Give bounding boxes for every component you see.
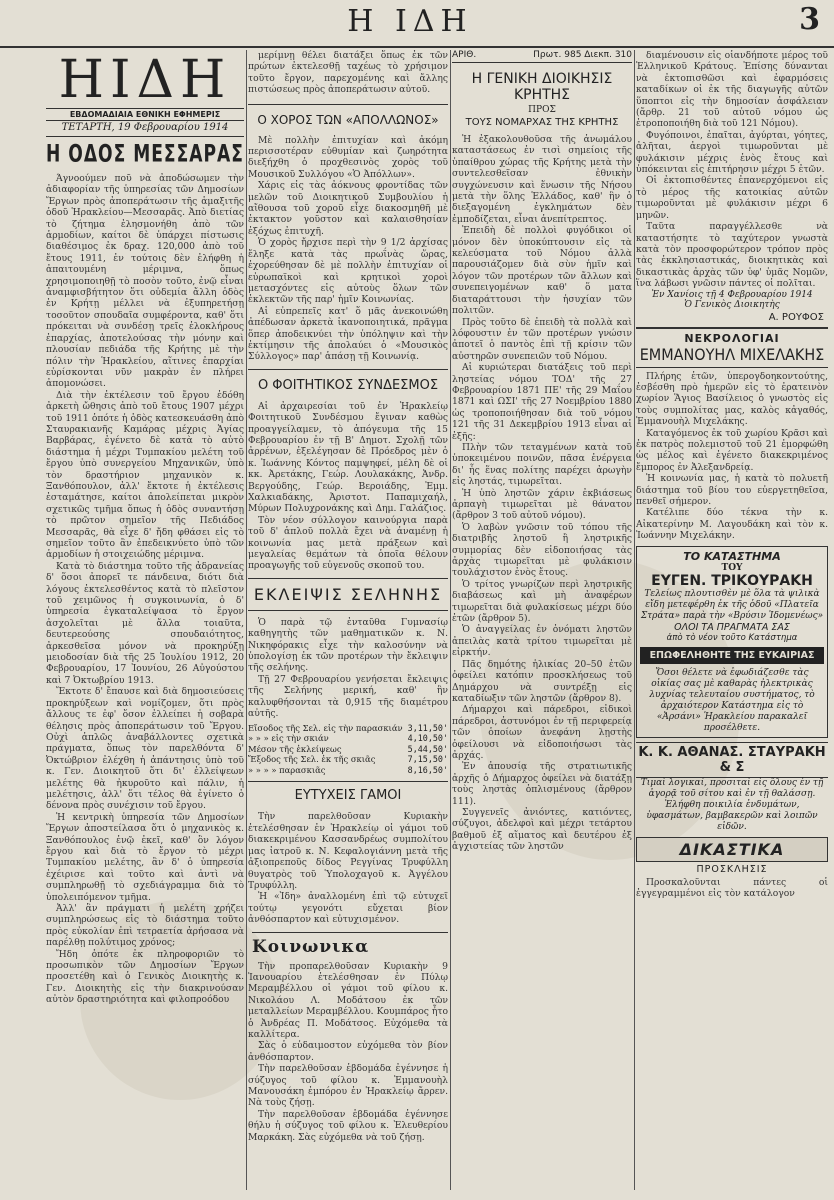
masthead-date: ΤΕΤΑΡΤΗ, 19 Φεβρουαρίου 1914 xyxy=(61,122,229,133)
article-headline: Η ΟΔΟΣ ΜΕΣΣΑΡΑΣ xyxy=(46,140,244,168)
table-row: Εἴσοδος τῆς Σελ. εἰς τὴν παρασκιάν 3,11,50' xyxy=(248,722,448,733)
chorus-body xyxy=(248,135,448,363)
paragraph: Ὁ λαβὼν γνῶσιν τοῦ τόπου τῆς διατριβῆς ληστοῦ ἢ ληστρικῆς συμμορίας δὲν εἰδοποιήσας τὰς ἀρχὰς τιμωρεῖται μὲ φυλάκισιν τουλάχιστον ἑνὸς ἔτους. xyxy=(452,521,632,579)
paragraph: Πᾶς δημότης ἡλικίας 20–50 ἐτῶν ὀφείλει κατόπιν προσκλήσεως τοῦ Δημάρχου νὰ συντρέξῃ εἰς καταδίωξιν τῶν ληστῶν (ἄρθρον 8). xyxy=(452,658,632,704)
table-row: » » » εἰς τὴν σκιάν 4,10,50' xyxy=(248,733,448,744)
eclipse-body xyxy=(248,617,448,720)
paragraph: Σὰς ὁ εὐδαιμοστον εὐχόμεθα τὸν βίον ἀνθόσπαρτον. xyxy=(248,1040,448,1063)
paragraph: Προσκαλοῦνται πάντες οἱ ἐγγεγραμμένοι εἰς τὸν κατάλογον xyxy=(636,876,828,900)
paragraph: Ὁ ἀναγγείλας ἐν ὀνόματι ληστῶν ἀπειλὰς κατὰ τρίτου τιμωρεῖται μὲ εἰρκτήν. xyxy=(452,624,632,659)
table-row: Ἔξοδος τῆς Σελ. ἐκ τῆς σκιᾶς 7,15,50' xyxy=(248,754,448,765)
column-2 xyxy=(248,50,448,1190)
ad-name: ΕΥΓΕΝ. ΤΡΙΚΟΥΡΑΚΗ xyxy=(651,572,813,589)
eclipse-headline: ΕΚΛΕΙΨΙΣ ΣΕΛΗΝΗΣ xyxy=(248,578,448,611)
ad-text: Τελείως πλουτισθὲν μὲ ὅλα τὰ ψιλικὰ εἴδη μετεφέρθη ἐκ τῆς ὁδοῦ «Πλατεῖα Στράτα» παρὰ τὴν «Βρύσιν Ἰδομενέως» xyxy=(640,588,824,621)
paragraph: Χάρις εἰς τὰς ἀόκνους φροντίδας τῶν μελῶν τοῦ Διοικητικοῦ Συμβουλίου ἡ αἴθουσα τοῦ χοροῦ εἶχε διακοσμηθῆ μὲ ἐκτακτον γοῦστον καὶ καλαισθησίαν ἐξόχως ἐπιτυχῆ. xyxy=(248,180,448,237)
paragraph: Ἐν ἀπουσίᾳ τῆς στρατιωτικῆς ἀρχῆς ὁ Δήμαρχος ὀφείλει νὰ διατάξῃ τοὺς ληστὰς ὁπλισμένους (ἄρθρον 111). xyxy=(452,761,632,807)
signoff-name: Α. ΡΟΥΦΟΣ xyxy=(768,311,824,323)
social-headline: Κοινωνικα xyxy=(252,932,448,957)
article-continuation xyxy=(248,50,448,96)
ad-tou: ΤΟΥ xyxy=(721,562,743,573)
paragraph: Κατὰ τὸ διάστημα τοῦτο τῆς ἀδρανείας δ' ὅσοι ἀπορεῖ τε πάνδεινα, διότι διὰ λόγους ἐκτελεσθέντος κατὰ τὸ πλεῖστον τοῦ χειμῶνος ἡ συγκοινωνία, ὁ δ' ὑπηρεσία ἐγκαταλείψασα τὸ ἔργον ἀσχολεῖται μὲ ἄλλα τοιαῦτα, δευτερεούσης σπουδαιότητος, ἀρκεσθεῖσα μόνον νὰ προκηρύξῃ μειοδοσίαν διὰ τῆς 25 Ἰουλίου 1912, 20 Φεβρουαρίου, 17 Ἰουνίου, 26 Αὐγούστου καὶ 7 Ὀκτωβρίου 1913. xyxy=(46,560,244,686)
paragraph: Ὁ χορὸς ἤρχισε περὶ τὴν 9 1/2 ἀρχίσας ἔληξε κατὰ τὰς πρωΐνὰς ὥρας, ἐχορεύθησαν δὲ μὲ πολλὴν ἐπιτυχίαν οἱ εὐρωπαϊκοὶ καὶ κρητικοὶ χοροὶ μετασχόντες εἰς αὐτοὺς ὅλων τῶν ἐκλεκτῶν τῆς παρ' ἡμῖν Κοινωνίας. xyxy=(248,237,448,306)
paragraph: Οἱ ἐκτοπισθέντες ἐπανερχόμενοι εἰς τὸ μέρος τῆς κατοικίας αὐτῶν τιμωροῦνται μὲ φυλάκισιν μέχρι 6 μηνῶν. xyxy=(636,175,828,221)
column-3 xyxy=(452,50,632,1190)
paragraph: Τὴν προπαρελθοῦσαν Κυριακὴν 9 Ἰανουαρίου ἐτελέσθησαν ἐν Πύλῳ Μεραμβέλλου οἱ γάμοι τοῦ φίλου κ. Νικολάου Λ. Μοδάτσου ἐκ τῶν μεταλλείων Μεραμβέλλου. Κουμπάρος ἦτο ὁ Ἀνδρέας Π. Μοδάτσος. Εὐχόμεθα τὰ καλλίτερα. xyxy=(248,960,448,1040)
paragraph: Πρὸς τοῦτο δὲ ἐπειδὴ τὰ πολλὰ καὶ λόφουστιν ἐν τῶν προτέρων γνώσιν ἀποτεῖ ὁ παντὸς ἐπὶ τῇ κρίσιν τῶν αὐστηρῶν συνεπειῶν τοῦ Νόμου. xyxy=(452,316,632,362)
ad-label: ΤΟ ΚΑΤΑΣΤΗΜΑ xyxy=(683,549,781,563)
paragraph: Κατέλιπε δύο τέκνα τὴν κ. Αἰκατερίνην Μ. Λαγουδάκη καὶ τὸν κ. Ἰωάννην Μιχελάκην. xyxy=(636,507,828,542)
paragraph: Αἱ κυριώτεραι διατάξεις τοῦ περὶ ληστείας νόμου ΤΟΔ' τῆς 27 Φεβρουαρίου 1871 ΠΕ' τῆς 29 Μαΐου 1871 καὶ ΩΣΙ' τῆς 27 Νοεμβρίου 1880 ὡς τροποποιήθησαν διὰ τοῦ νόμου 121 τῆς 31 Δεκεμβρίου 1913 εἶναι αἱ ἑξῆς: xyxy=(452,362,632,442)
masthead xyxy=(46,52,244,137)
decree-recipient: ΤΟΥΣ ΝΟΜΑΡΧΑΣ ΤΗΣ ΚΡΗΤΗΣ xyxy=(465,117,619,128)
arith-label: ΑΡΙΘ. xyxy=(452,50,477,60)
column-rule xyxy=(634,50,635,1190)
paragraph: Άγνοούμεν ποῦ νὰ ἀποδώσωμεν τὴν ἀδιαφορίαν τῆς ὑπηρεσίας τῶν Δημοσίων Ἔργων πρὸς ἀποπεράτωσιν τῆς ἁμαξιτῆς ὁδοῦ Ἡρακλείου—Μεσσαρᾶς. Ἀπὸ διετίας τὸ ζήτημα ἐλησμονήθη ἀπὸ τῶν ἁρμοδίων, καίτοι δὲ ὑπάρχει πίστωσις διαθέσιμος ἐκ δραχ. 120,000 ἀπὸ τοῦ ἔτους 1911, ἐν τούτοις δὲν ἐλήφθη ἡ ἀπαιτουμένη μέριμνα, ὅπως χρησιμοποιηθῇ τὸ ποσὸν τοῦτο, ἐνῷ εἶναι ἀναμφισβήτητον ὅτι οὐδεμία ἄλλη ὁδὸς ἐν Κρήτῃ μέλλει νὰ ἐξυπηρετήσῃ τοσοῦτον σπουδαῖα συμφέροντα, καθ' ὅτι πρόκειται νὰ συνδέσῃ τρεῖς ἐλοκλήρους ἐπαρχίας, ἀποτελούσας τὴν μόνην καὶ πλουσίαν πεδιάδα τῆς Κρήτης μὲ τὴν πόλιν τὴν Ἡρακλείου, αἵτινες ἐπαρχίαι εὑρίσκονται νῦν μακρὰν ἐν πλήρει ἀπομονώσει. xyxy=(46,173,244,390)
chorus-headline: Ο ΧΟΡΟΣ ΤΩΝ «ΑΠΟΛΛΩΝΟΣ» xyxy=(248,104,448,127)
article-body xyxy=(46,173,244,1006)
signoff-role: Ὁ Γενικὸς Διοικητὴς xyxy=(684,299,780,310)
paragraph: διαμένουσιν εἰς οἱανδήποτε μέρος τοῦ Ἑλληνικοῦ Κράτους. Ἐπίσης δύνανται νὰ ἐκτοπισθῶσι καὶ ἐφαρμόσεις καταδίκων οἱ ἐκ τῆς διαγωγῆς αὐτῶν ὕποπτοι εἰς τὴν δημοσίαν ἀσφάλειαν (ἄρθρ. 21 τοῦ αὐτοῦ νόμου ὡς ἐτροποποιήθη διὰ τοῦ 121 Νόμου). xyxy=(636,50,828,130)
paragraph: Ἔκτοτε δ' ἔπαυσε καὶ διὰ δημοσιεύσεις προκηρύξεων καὶ νομίζομεν, ὅτι πρὸς ἄλλους τε ἐφ' ὅσον ἐλλείπει ἡ σοβαρὰ θέλησις πρὸς ἀποπεράτωσιν τοῦ Ἔργου. Οὐχὶ ἀπλῶς ἀναβάλλοντες σχετικὰ πράγματα, ὅπως τὸν παρελθόντα δ' Ὀκτώβριον ἐλέχθη ἡ ἀπάντησις ὑπὸ τοῦ κ. Γεν. Διοικητοῦ ὅτι δι' ἐλλείψεων μελέτης θὰ ἠκυροῦτο καὶ πάλιν, ἡ μελέτησις, ἀλλ' ὅτι τέλος θὰ ἐγίνετο ὁ δένονα πρὸς συνέχισιν τοῦ ἔργου. xyxy=(46,686,244,812)
advertisement-trikouraki xyxy=(636,546,828,738)
paragraph: Ἡ ἐξακολουθοῦσα τῆς ἀνωμάλου καταστάσεως ἐν τισὶ σημείοις τῆς ὑπαίθρου χώρας τῆς Κρήτης μετὰ τὴν συντελεσθεῖσαν ἐθνικὴν συγχώνευσιν καὶ ἕνωσιν τῆς Νήσου μετὰ τὴν ὅλης Ἑλλάδος, καθ' ἣν ὁ διεξαγομένη ἐγκλημάτων δὲν ἐμποδίζεται, εἶναι ἀνεπίτρεπτος. xyxy=(452,134,632,225)
arith-values: Πρωτ. 985 Διεκπ. 310 xyxy=(533,50,632,60)
eclipse-table xyxy=(248,723,448,776)
ad-subtitle: ΟΛΟΙ ΤΑ ΠΡΑΓΜΑΤΑ ΣΑΣ xyxy=(674,621,790,633)
paragraph: Ἡ ὑπὸ ληστῶν χάριν ἐκβιάσεως ἀρπαγὴ τιμωρεῖται μὲ θάνατον (ἄρθρον 3 τοῦ αὐτοῦ νόμου). xyxy=(452,487,632,522)
paragraph: Τὸν νέον σύλλογον καινούργια παρὰ τοῦ δ' ἁπλοῦ πολλὰ ἔχει νὰ ἀναμένῃ ἡ κοινωνία μας μετὰ πράξεων καὶ μεγαλείας θεμάτων τὰ ὁποῖα θέλουν προαγωγῆς τοῦ εὐγενοῦς σκοποῦ του. xyxy=(248,514,448,572)
paragraph: Ἡ κοινωνία μας, ἡ κατὰ τὸ πολυετῆ διάστημα τοῦ βίου του εὐεργετηθεῖσα, πενθεῖ σήμερον. xyxy=(636,473,828,507)
summons-body xyxy=(636,877,828,900)
ad-banner: ΕΠΩΦΕΛΗΘΗΤΕ ΤΗΣ ΕΥΚΑΙΡΙΑΣ xyxy=(640,647,824,664)
ad-subtitle-2: ἀπὸ τὸ νέον τοῦτο Κατάστημα xyxy=(666,632,798,643)
paragraph: Ὁ τρίτος γνωρίζων περὶ ληστρικῆς διαβάσεως καὶ μὴ ἀναφέρων τιμωρεῖται διὰ φυλακίσεως μέχρι δύο ἐτῶν (ἄρθρον 5). xyxy=(452,578,632,625)
running-title: Η ΙΔΗ xyxy=(347,4,473,39)
paragraph: Πλήρης ἐτῶν, ὑπερογδοηκοντούτης, ἐσβέσθη πρὸ ἡμερῶν εἰς τὸ ἐρατεινὸν χωρίον Ἅγιος Βασίλειος ὁ γνωστὸς εἰς τοὺς συμπολίτας μας, καλὸς κἀγαθός, Ἐμμανουὴλ Μιχελάκης. xyxy=(636,370,828,428)
paragraph: Τὴν παρελθοῦσαν ἑβδομάδα ἐγέννησε ἡ σύζυγος τοῦ φίλου κ. Ἐμμανουὴλ Μανουσάκη ἐμπόρου ἐν Ἡρακλείῳ ἄρρεν. Νὰ τοὺς ζήσῃ. xyxy=(248,1063,448,1109)
paragraph: Ἡ κεντρικὴ ὑπηρεσία τῶν Δημοσίων Ἔργων ἀποστείλασα ὅτι ὁ μηχανικὸς κ. Ξανθόπουλος ἐνῷ ἐκεῖ, καθ' ὃν λόγον ἔργου καὶ διὰ τὸ ἔργον τὸ μέχρι Τυμπακίου μελέτης, ἂν δ' ὁ ὑπηρεσία ἐχέιρισε καὶ τοῦτο καὶ ἀντὶ νὰ συμπληρωθῇ τὸ σχεδιάγραμμα διὰ τὸ ὑπολειπόμενον τμῆμα. xyxy=(46,811,244,903)
paragraph: Ἐπειδὴ δὲ πολλοὶ φυγόδικοι οἱ μόνον δὲν ὑποκύπτουσιν εἰς τὰ κελεύσματα τοῦ Νόμου ἀλλὰ παρουσιάζομεν διὰ σὺν ἡμῖν καὶ λόγον τῶν προτέρων τῶν ἄλλων καὶ συνεπειγομένων καθ' ὅ ματα διαταράττουσι τὴν ἡσυχίαν τῶν πολιτῶν. xyxy=(452,225,632,317)
paragraph: Μὲ πολλὴν ἐπιτυχίαν καὶ ἀκόμη περισσοτέραν εὐθυμίαν καὶ ζωηρότητα διεξήχθη ὁ προχθεσινὸς χορὸς τοῦ Μουσικοῦ Συλλόγου «Ὁ Ἀπόλλων». xyxy=(248,134,448,180)
social-body xyxy=(248,961,448,1144)
paragraph: Ἀλλ' ἂν πράγματι ἡ μελέτη χρήζει συμπληρώσεως εἰς τὸ διάστημα τοῦτο πρὸς εὐκολίαν ἐπὶ τετραετία ἀρήσασα νὰ παρέλθῃ πολύτιμος χρόνος; xyxy=(46,903,244,949)
column-rule xyxy=(450,50,451,1190)
ad-text-2: Ὅσοι θέλετε νὰ ἐφωδιάζεσθε τὰς οἰκίας σας μὲ καθαρὰς ἠλεκτρικὰς λυχνίας τελευταίου συστήματος, τὸ ἀρχαιότερον Κατάστημα εἰς τὸ «Ἀρσάνι» Ἡρακλείου παρακαλεῖ προσέλθετε. xyxy=(649,667,815,733)
paragraph: Φυγόποινοι, ἐπαῖται, ἀγύρται, γόητες, ἀλῆται, ἀεργοὶ τιμωροῦνται μὲ φυλάκισιν μέχρις ἑνὸς ἔτους καὶ ὑπόκεινται εἰς ἐπιτήρησιν μέχρι 5 ἐτῶν. xyxy=(636,129,828,176)
obituary-label: ΝΕΚΡΟΛΟΓΙΑΙ xyxy=(684,331,780,345)
paragraph: Ταῦτα παραγγέλλεσθε νὰ καταστήσητε τὸ ταχύτερον γνωστὰ κατὰ τὸν προσφορώτερον τρόπον πρὸς τὰς ἐκκλησιαστικάς, διοικητικὰς καὶ δικαστικὰς ἀρχὰς τῶν ὑφ' ὑμᾶς Νομῶν, ἵνα λάβωσι γνῶσιν πάντες οἱ πολῖται. xyxy=(636,221,828,290)
obituary xyxy=(636,327,828,542)
paragraph: Ὁ παρὰ τῷ ἐνταῦθα Γυμνασίῳ καθηγητὴς τῶν μαθηματικῶν κ. Ν. Νικηφόρακις εἶχε τὴν καλοσύνην νὰ ὑπολογίσῃ ἐκ τῶν προτέρων τὴν ἔκλειψιν τῆς σελήνης. xyxy=(248,616,448,674)
court-notices-headline: ΔΙΚΑΣΤΙΚΑ xyxy=(636,837,828,862)
paragraph: Συγγενεῖς ἀνιόντες, κατιόντες, σύζυγοι, ἀδελφοὶ καὶ μέχρι τετάρτου βαθμοῦ ἐξ αἵματος καὶ δευτέρου ἐξ ἀγχιστείας τῶν ληστῶν xyxy=(452,806,632,853)
paragraph: Τῇ 27 Φεβρουαρίου γενήσεται ἔκλειψις τῆς Σελήνης μερική, καθ' ἣν καλυφθήσονται τὰ 0,915 τῆς διαμέτρου αὐτῆς. xyxy=(248,673,448,720)
paragraph: Ἡ «Ἰδη» ἀναλλομένη ἐπὶ τῷ εὐτυχεῖ τούτῳ γεγονότι εὔχεται βίον ἀνθόσπαρτον καὶ εὐτυχισμένον. xyxy=(248,891,448,926)
student-headline: Ο ΦΟΙΤΗΤΙΚΟΣ ΣΥΝΔΕΣΜΟΣ xyxy=(248,369,448,393)
table-row: Μέσον τῆς ἐκλείψεως 5,44,50' xyxy=(248,743,448,754)
column-1 xyxy=(46,50,244,1190)
page-number: 3 xyxy=(799,2,820,37)
decree-body xyxy=(452,134,632,853)
reference-numbers xyxy=(452,50,632,63)
column-rule xyxy=(246,50,247,1190)
decree-pros: ΠΡΟΣ xyxy=(528,105,556,115)
paragraph: Αἱ εὐπρεπεῖς κατ' ὅ μᾶς ἀνεκοινώθη ἀπέδωσαν ἀρκετὰ ἱκανοποιητικά, πρᾶγμα ὅπερ ἀποδεικνύει τὴν ὑπόληψιν καὶ τὴν ἐκτίμησιν τῆς ἀπολαύει ὁ «Μουσικὸς Σύλλογος» παρ' ἁπάσῃ τῇ Κοινωνίᾳ. xyxy=(248,305,448,363)
student-body xyxy=(248,401,448,572)
decree-continuation xyxy=(636,50,828,290)
table-row: » » » » παρασκιᾶς 8,16,50' xyxy=(248,764,448,775)
masthead-title: ΗΙΔΗ xyxy=(58,50,232,110)
column-4 xyxy=(636,50,828,1190)
obituary-name: ΕΜΜΑΝΟΥΗΛ ΜΙΧΕΛΑΚΗΣ xyxy=(636,345,828,368)
running-header xyxy=(0,0,834,48)
paragraph: Τὴν παρελθοῦσαν ἑβδομάδα ἐγέννησε θήλυ ἡ σύζυγος τοῦ φίλου κ. Ἐλευθερίου Μαρκάκη. Σὰς εὐχόμεθα νὰ τοῦ ζήσῃ. xyxy=(248,1108,448,1143)
paragraph: Δήμαρχοι καὶ πάρεδροι, εἰδικοὶ πάρεδροι, ἀστυνόμοι ἐν τῇ περιφερείᾳ τῶν ὁποίων ἀνεφάνη λῃστὴς ὀφείλουσι νὰ εἰδοποιήσωσι τὰς ἀρχάς. xyxy=(452,704,632,761)
paragraph: Πλὴν τῶν τεταγμένων κατὰ τοῦ ὑποκειμένου ποινῶν, πᾶσα ἐνέργεια δι' ἧς ἕνας πολίτης παρέχει ἀρωγὴν εἰς ληστάς, τιμωρεῖται. xyxy=(452,441,632,488)
paragraph: Αἱ ἀρχαιρεσίαι τοῦ ἐν Ἡρακλείῳ Φοιτητικοῦ Συνδέσμου ἔγιναν καθὼς προαγγείλαμεν, τὸ ἀπόγευμα τῆς 15 Φεβρουαρίου ἐν τῇ Β' Δημοτ. Σχολῇ τῶν ἀρρένων, ἐξελέγησαν δὲ Πρόεδρος μὲν ὁ κ. Ἰωάννης Κόντος παμψηφεί, μέλη δὲ οἱ κκ. Ἀρετάκης, Γεώρ. Λουλακάκης, Ἀνδρ. Βεργούδης, Γεώρ. Βεροιάδης, Ἐμμ. Χαλκιαδάκης, Ἀριστοτ. Παπαμιχαήλ, Μύρων Πολυχρονάκης καὶ Δημ. Γαλάζιος. xyxy=(248,400,448,515)
wedding-body xyxy=(248,811,448,925)
paragraph: Τὴν παρελθοῦσαν Κυριακὴν ἐτελέσθησαν ἐν Ἡρακλείῳ οἱ γάμοι τοῦ διακεκριμένου Κασσανδρέως συμπολίτου μας ἰατροῦ κ. Ν. Κεφαλογιάννη μετὰ τῆς ἀξιοπρεποῦς δίδος Ρεγγίνας Τρυφύλλη θυγατρὸς τοῦ Ὑπολοχαγοῦ κ. Ἀγγέλου Τρυφύλλη. xyxy=(248,811,448,891)
paragraph: μερίμνῃ θέλει διατάξει ὅπως ἐκ τῶν πρώτων ἐκτελεσθῇ ταχέως τὸ χρήσιμον τοῦτο ἔργον, παρεχομένης καὶ ἄλλης πιστώσεως πρὸς ἀποπεράτωσιν αὐτοῦ. xyxy=(248,50,448,96)
wedding-headline: ΕΥΤΥΧΕΙΣ ΓΑΜΟΙ xyxy=(248,781,448,803)
summons-headline: ΠΡΟΣΚΛΗΣΙΣ xyxy=(696,863,768,875)
paragraph: Ἤδη ὁπότε ἐκ πληροφοριῶν τὸ προσωπικὸν τῶν Δημοσίων Ἔργων προσετέθη καὶ ὁ Γενικὸς Διοικητὴς κ. Γεν. Διοικητὴς εἰς τὴν διακρινούσαν αὐτὸν δραστηριότητα καὶ φιλοπροόδου xyxy=(46,948,244,1006)
advertisement-stavraki: Κ. Κ. ΑΘΑΝΑΣ. ΣΤΑΥΡΑΚΗ & Σ xyxy=(636,742,828,778)
signoff-place: Ἐν Χανίοις τῇ 4 Φεβρουαρίου 1914 xyxy=(651,289,813,300)
masthead-subtitle: ΕΒΔΟΜΑΔΙΑΙΑ ΕΘΝΙΚΗ ΕΦΗΜΕΡΙΣ xyxy=(46,108,244,121)
paragraph: Διὰ τὴν ἐκτέλεσιν τοῦ ἔργου ἐδόθη ἀρκετὴ ὤθησις ἀπὸ τοῦ ἔτους 1907 μέχρι τοῦ 1911 ὁπότε ἡ ὁδὸς κατεσκευάσθη ἀπὸ Σταυρακιανῆς Καμάρας μέχρις Ἁγίας Βαρβάρας, ἐγένετο δὲ κατὰ τὸ αὐτὸ διάστημα ἡ μέχρι Τυμπακίου μελέτη τοῦ ἔργου ὑπὸ συνεργείου Μηχανικῶν, ὑπὸ τὸν δραστήριον μηχανικὸν κ. Ξανθόπουλον, ἀλλ' ἔκτοτε ἡ ἐκτέλεσις ἐσταμάτησε, καίτοι ἀπολείπεται μικρὸν σχετικῶς τμῆμα ὅπως ἡ ὁδὸς συναντήσῃ τὸ πρῶτον σημεῖον τῆς Πεδιάδος Μεσσαρᾶς, θὰ εἶχε δ' ἤδη φθάσει εἰς τὸ σημεῖον τοῦτο ἂν ἐπεδεικνύετο ὑπὸ τῶν ἁρμοδίων ἡ στοιχειώδης μέριμνα. xyxy=(46,389,244,561)
ad2-text: Τιμαὶ λογικαί, προσιταὶ εἰς ὅλους ἐν τῇ ἀγορᾷ τοῦ σίτου καὶ ἐν τῇ θαλάσσῃ. Ἐλήφθη ποικιλία ἐνδυμάτων, ὑφασμάτων, βαμβακερῶν καὶ λοιπῶν εἰδῶν. xyxy=(640,777,824,832)
decree-headline: Η ΓΕΝΙΚΗ ΔΙΟΙΚΗΣΙΣ ΚΡΗΤΗΣ xyxy=(471,71,613,103)
paragraph: Καταγόμενος ἐκ τοῦ χωρίου Κρᾶσι καὶ ἐκ πατρὸς πολεμιστοῦ τοῦ 21 ἐμορφώθη ὡς μέλος καὶ ἐγένετο διακεκριμένος ἔμπορος ἐν Ἀλεξανδρείᾳ. xyxy=(636,427,828,473)
obituary-body xyxy=(636,371,828,542)
